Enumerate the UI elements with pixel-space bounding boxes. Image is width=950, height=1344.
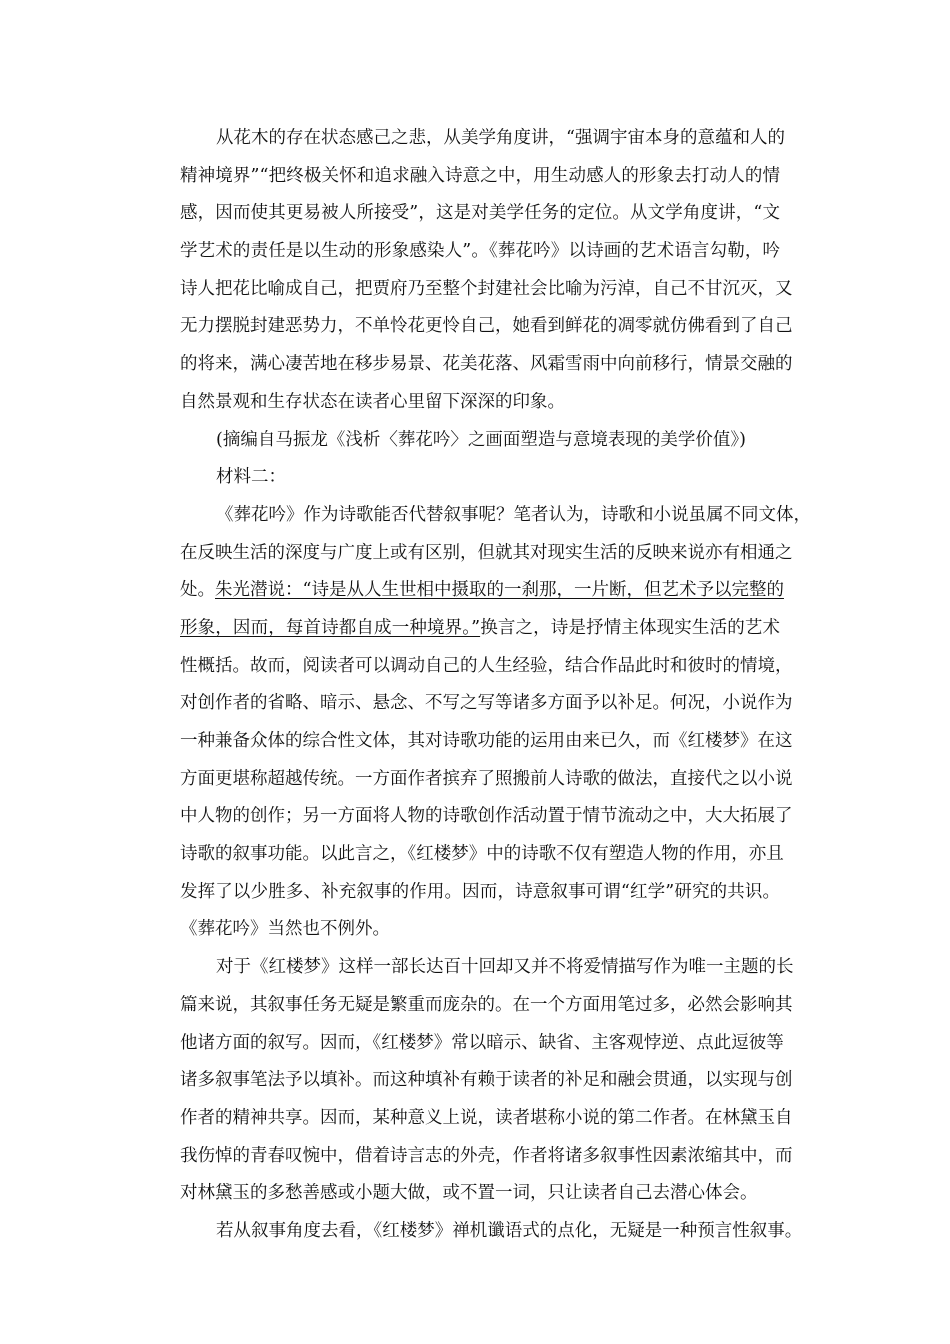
- text-line: 篇来说，其叙事任务无疑是繁重而庞杂的。在一个方面用笔过多，必然会影响其: [180, 994, 793, 1015]
- text-line: 诸多叙事笔法予以填补。而这种填补有赖于读者的补足和融会贯通，以实现与创: [180, 1070, 793, 1091]
- text-line: 从花木的存在状态感己之悲，从美学角度讲，“强调宇宙本身的意蕴和人的: [216, 128, 785, 148]
- text-line: 《葬花吟》当然也不例外。: [180, 919, 390, 940]
- text-line: 若从叙事角度去看，《红楼梦》禅机谶语式的点化，无疑是一种预言性叙事。: [216, 1220, 803, 1241]
- text-line: 方面更堪称超越传统。一方面作者摈弃了照搬前人诗歌的做法，直接代之以小说: [180, 768, 793, 789]
- underlined-quote-end: 形象，因而，每首诗都自成一种境界。”: [180, 617, 481, 638]
- text-line: 性概括。故而，阅读者可以调动自己的人生经验，结合作品此时和彼时的情境，: [180, 655, 793, 676]
- text-line: 他诸方面的叙写。因而，《红楼梦》常以暗示、缺省、主客观悖逆、点此逗彼等: [180, 1032, 784, 1053]
- text-line-with-quote: [180, 572, 784, 610]
- text-line: 作者的精神共享。因而，某种意义上说，读者堪称小说的第二作者。在林黛玉自: [180, 1107, 793, 1128]
- paragraph-material-two-first: [180, 497, 811, 949]
- text-line: 诗人把花比喻成自己，把贾府乃至整个封建社会比喻为污淖，自己不甘沉灭，又: [180, 278, 793, 299]
- text-line: 对林黛玉的多愁善感或小题大做，或不置一词，只让读者自己去潜心体会。: [180, 1183, 758, 1204]
- text-line: 我伤悼的青春叹惋中，借着诗言志的外壳，作者将诸多叙事性因素浓缩其中，而: [180, 1145, 793, 1166]
- text-line: 一种兼备众体的综合性文体，其对诗歌功能的运用由来已久，而《红楼梦》在这: [180, 731, 793, 751]
- text-line: 对于《红楼梦》这样一部长达百十回却又并不将爱情描写作为唯一主题的长: [216, 957, 794, 978]
- text-line: 在反映生活的深度与广度上或有区别，但就其对现实生活的反映来说亦有相通之: [180, 542, 793, 563]
- text-segment: 换言之，诗是抒情主体现实生活的艺术: [480, 617, 780, 638]
- source-citation: (摘编自马振龙《浅析〈葬花吟〉之画面塑造与意境表现的美学价值》): [216, 429, 746, 450]
- text-line: 精神境界”“把终极关怀和追求融入诗意之中，用生动感人的形象去打动人的情: [180, 165, 780, 186]
- paragraph-material-two-third: [180, 1213, 803, 1251]
- document-body: [180, 120, 811, 1251]
- text-line: 诗歌的叙事功能。以此言之，《红楼梦》中的诗歌不仅有塑造人物的作用，亦且: [180, 844, 784, 865]
- text-line: 《葬花吟》作为诗歌能否代替叙事呢？笔者认为，诗歌和小说虽属不同文体，: [216, 504, 811, 525]
- text-line: 中人物的创作；另一方面将人物的诗歌创作活动置于情节流动之中，大大拓展了: [180, 806, 793, 827]
- paragraph-material-two-second: [180, 949, 794, 1213]
- text-line: 发挥了以少胜多、补充叙事的作用。因而，诗意叙事可谓“红学”研究的共识。: [180, 881, 780, 902]
- text-line: 对创作者的省略、暗示、悬念、不写之写等诸多方面予以补足。何况，小说作为: [180, 693, 793, 714]
- text-line: 感，因而使其更易被人所接受”，这是对美学任务的定位。从文学角度讲，“文: [180, 203, 780, 224]
- text-segment: 处。: [180, 580, 215, 601]
- text-line: 的将来，满心凄苦地在移步易景、花美花落、风霜雪雨中向前移行，情景交融的: [180, 354, 793, 375]
- text-line: 自然景观和生存状态在读者心里留下深深的印象。: [180, 391, 565, 412]
- text-line: 无力摆脱封建恶势力，不单怜花更怜自己，她看到鲜花的凋零就仿佛看到了自己: [180, 316, 793, 337]
- paragraph-material-one-ending: [180, 120, 793, 422]
- text-line: 学艺术的责任是以生动的形象感染人”。《葬花吟》以诗画的艺术语言勾勒，吟: [180, 241, 780, 262]
- text-line-with-quote: [180, 610, 780, 648]
- material-two-heading: 材料二：: [216, 467, 286, 488]
- underlined-quote: 朱光潜说：“诗是从人生世相中摄取的一刹那，一片断，但艺术予以完整的: [215, 580, 784, 601]
